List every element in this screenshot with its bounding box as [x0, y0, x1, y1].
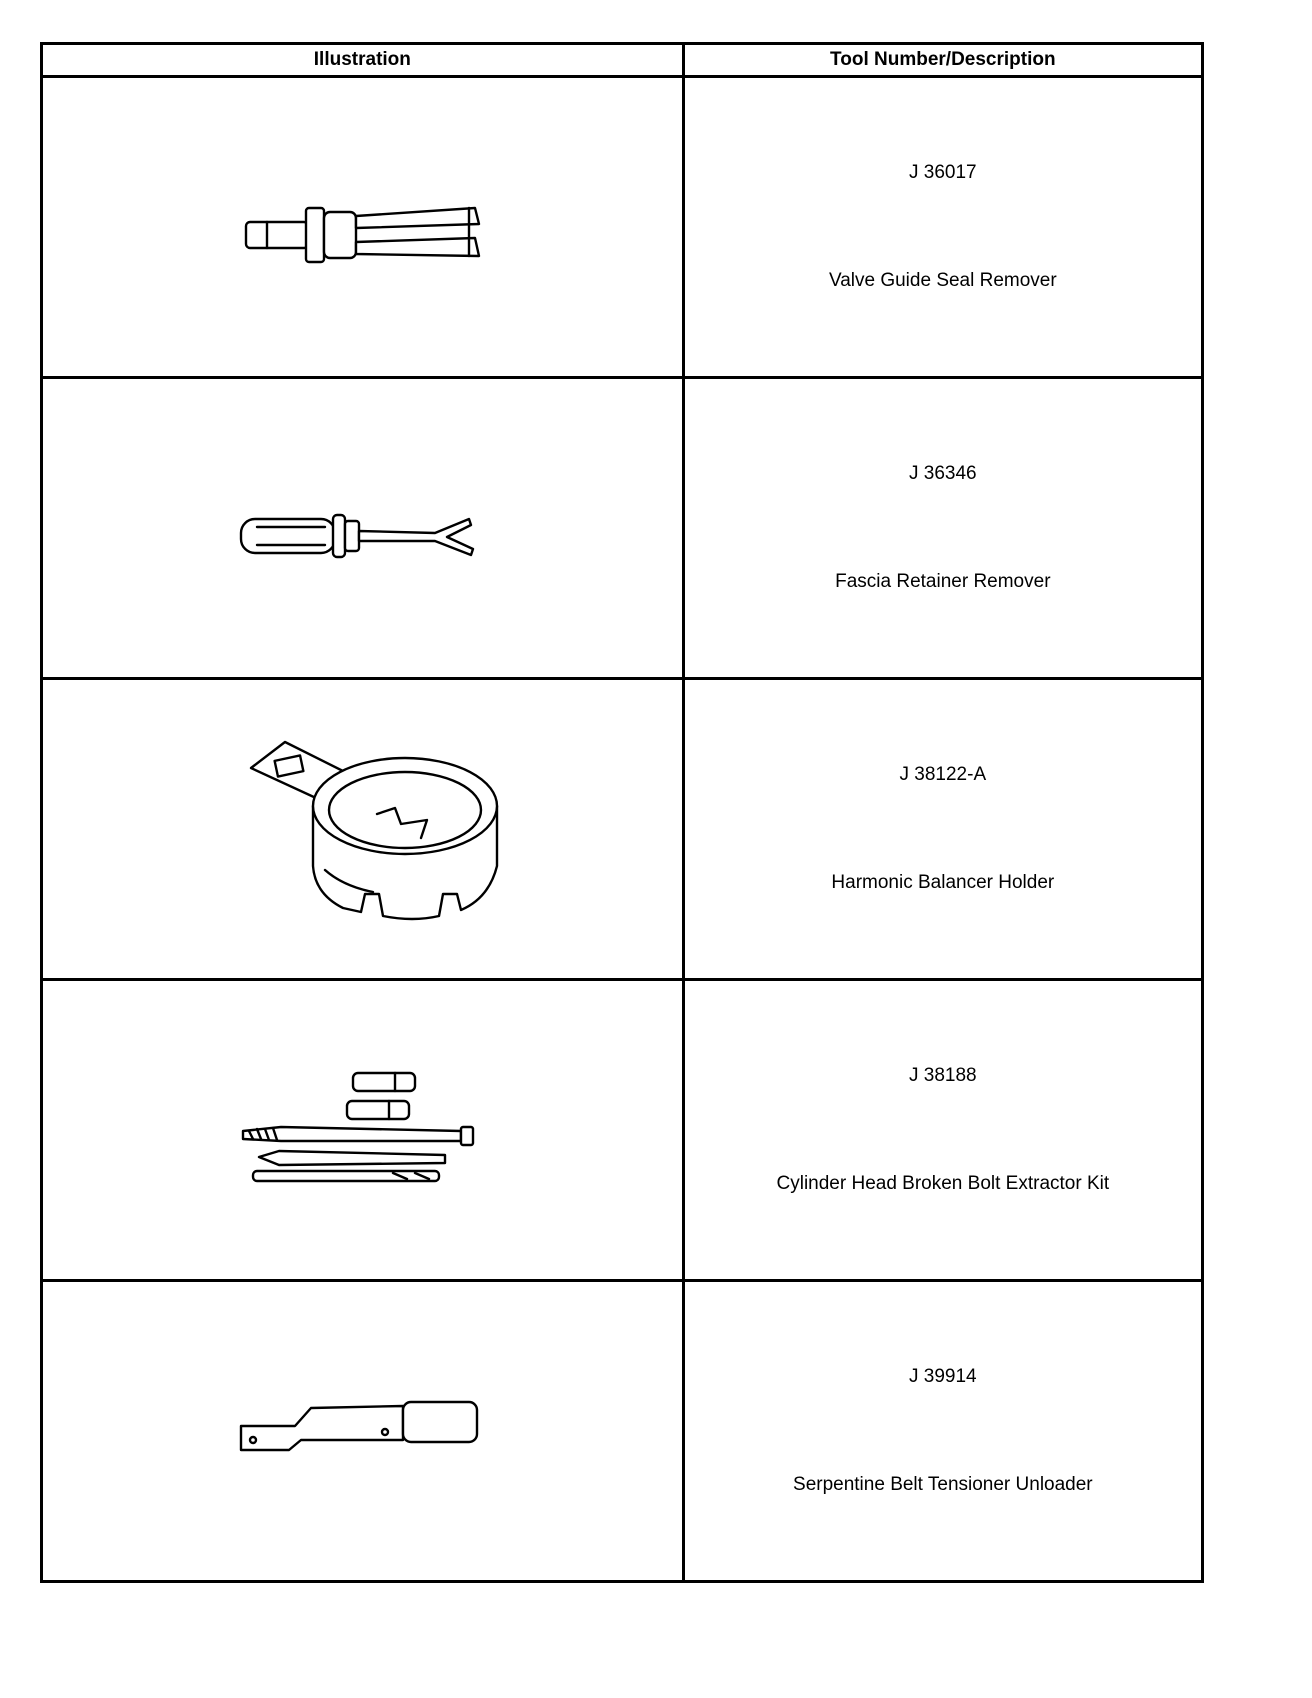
tool-description: Cylinder Head Broken Bolt Extractor Kit [776, 1173, 1110, 1194]
tool-description: Harmonic Balancer Holder [831, 872, 1055, 893]
tool-number: J 38122-A [899, 764, 987, 785]
belt-tensioner-unloader-icon [43, 1282, 683, 1580]
table-row [42, 77, 1203, 378]
tool-description: Fascia Retainer Remover [835, 571, 1051, 592]
table-row [42, 679, 1203, 980]
header-illustration: Illustration [42, 44, 684, 77]
valve-guide-seal-remover-icon [43, 78, 683, 376]
tool-number: J 36346 [909, 463, 977, 484]
fascia-retainer-remover-icon [43, 379, 683, 677]
tool-number: J 38188 [909, 1065, 977, 1086]
description-cell [683, 980, 1202, 1281]
header-tool-number-description: Tool Number/Description [683, 44, 1202, 77]
tool-description: Serpentine Belt Tensioner Unloader [793, 1474, 1093, 1495]
table-row [42, 980, 1203, 1281]
tool-number: J 36017 [909, 162, 977, 183]
description-cell [683, 77, 1202, 378]
illustration-cell [42, 980, 684, 1281]
description-cell [683, 1281, 1202, 1582]
tool-number: J 39914 [909, 1366, 977, 1387]
harmonic-balancer-holder-icon [43, 680, 683, 978]
illustration-cell [42, 679, 684, 980]
description-cell [683, 679, 1202, 980]
illustration-cell [42, 378, 684, 679]
illustration-cell [42, 77, 684, 378]
bolt-extractor-kit-icon [43, 981, 683, 1279]
table-header-row [42, 44, 1203, 77]
tool-description: Valve Guide Seal Remover [828, 270, 1057, 291]
illustration-cell [42, 1281, 684, 1582]
table-row [42, 378, 1203, 679]
description-cell [683, 378, 1202, 679]
table-row [42, 1281, 1203, 1582]
special-tools-table [40, 42, 1204, 1583]
